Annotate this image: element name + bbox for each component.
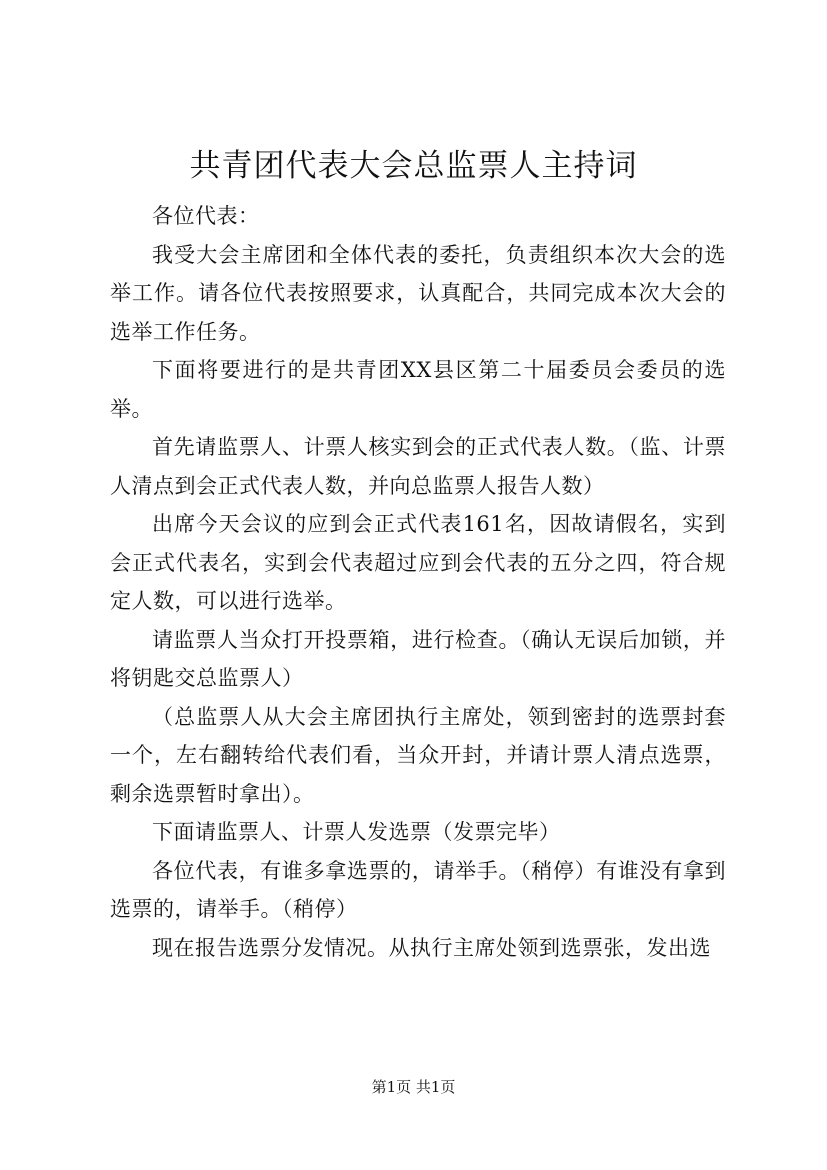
paragraph-salutation: 各位代表： [152, 204, 260, 228]
paragraph: 下面将要进行的是共青团XX县区第二十届委员会委员的选举。 [110, 358, 726, 421]
document-body [110, 197, 726, 967]
document-title: 共青团代表大会总监票人主持词 [189, 148, 638, 184]
paragraph: 各位代表，有谁多拿选票的，请举手。（稍停）有谁没有拿到选票的，请举手。（稍停） [110, 858, 726, 921]
paragraph: 请监票人当众打开投票箱，进行检查。（确认无误后加锁，并将钥匙交总监票人） [110, 627, 726, 690]
paragraph: 我受大会主席团和全体代表的委托，负责组织本次大会的选举工作。请各位代表按照要求，认真配合，共同完成本次大会的选举工作任务。 [110, 242, 726, 344]
paragraph: （总监票人从大会主席团执行主席处，领到密封的选票封套一个，左右翻转给代表们看，当众开封，并请计票人清点选票，剩余选票暂时拿出）。 [110, 704, 726, 806]
paragraph: 首先请监票人、计票人核实到会的正式代表人数。（监、计票人清点到会正式代表人数，并向总监票人报告人数） [110, 435, 726, 498]
paragraph: 出席今天会议的应到会正式代表161名，因故请假名，实到会正式代表名，实到会代表超过应到会代表的五分之四，符合规定人数，可以进行选举。 [110, 512, 726, 613]
paragraph: 现在报告选票分发情况。从执行主席处领到选票张，发出选 [152, 935, 711, 960]
paragraph: 下面请监票人、计票人发选票（发票完毕） [152, 820, 561, 844]
page-footer: 第1页 共1页 [371, 1078, 456, 1096]
